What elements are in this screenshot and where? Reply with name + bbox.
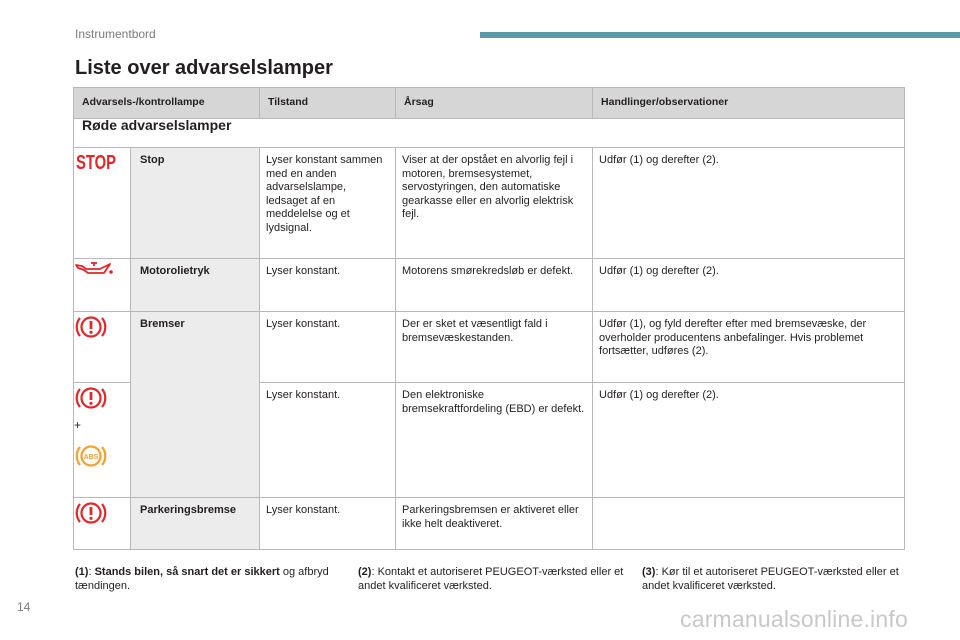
footnote-3 bbox=[642, 565, 904, 593]
column-header-cause: Årsag bbox=[396, 88, 593, 119]
table-row bbox=[74, 259, 905, 312]
lamp-action: Udfør (1), og fyld derefter efter med bremsevæske, der overholder producentens anbefalinger. Hvis problemet fortsætter, udføres (2). bbox=[593, 312, 905, 383]
table-row bbox=[74, 312, 905, 383]
header-accent-bar bbox=[480, 32, 960, 38]
column-header-action: Handlinger/observationer bbox=[593, 88, 905, 119]
lamp-name: Bremser bbox=[131, 312, 260, 498]
warning-lamp-table bbox=[73, 87, 905, 550]
footnote-ref: (2) bbox=[358, 566, 372, 578]
footnote-ref: (1) bbox=[75, 566, 89, 578]
lamp-name: Motorolietryk bbox=[131, 259, 260, 312]
section-label: Instrumentbord bbox=[75, 27, 156, 41]
group-title: Røde advarselslamper bbox=[74, 119, 905, 148]
footnote-1: (1): Stands bilen, så snart det er sikkert og afbryd tændingen. bbox=[75, 566, 329, 592]
footnote-text: og afbryd tændingen. bbox=[75, 566, 329, 592]
lamp-action: Udfør (1) og derefter (2). bbox=[593, 148, 905, 259]
brake-warning-icon bbox=[74, 383, 108, 413]
page-title: Liste over advarselslamper bbox=[75, 57, 333, 79]
lamp-state: Lyser konstant. bbox=[260, 259, 396, 312]
lamp-cause: Motorens smørekredsløb er defekt. bbox=[396, 259, 593, 312]
brake-abs-icon-group bbox=[74, 383, 131, 498]
group-row bbox=[74, 119, 905, 148]
lamp-state: Lyser konstant. bbox=[260, 312, 396, 383]
stop-icon bbox=[74, 148, 131, 259]
lamp-cause: Parkeringsbremsen er aktiveret eller ikke helt deaktiveret. bbox=[396, 498, 593, 550]
svg-text:STOP: STOP bbox=[76, 152, 116, 174]
footnote-2 bbox=[358, 565, 626, 593]
page-number: 14 bbox=[17, 600, 31, 614]
lamp-state: Lyser konstant sammen med en anden advarselslampe, ledsaget af en meddelelse og et lydsignal. bbox=[260, 148, 396, 259]
lamp-cause: Den elektroniske bremsekraftfordeling (EBD) er defekt. bbox=[396, 383, 593, 498]
parking-brake-icon bbox=[74, 498, 131, 550]
table-row bbox=[74, 498, 905, 550]
table-header-row bbox=[74, 88, 905, 119]
footnote-emphasis: Stands bilen, så snart det er sikkert bbox=[94, 566, 280, 578]
lamp-action: Udfør (1) og derefter (2). bbox=[593, 259, 905, 312]
watermark: carmanualsonline.info bbox=[680, 606, 908, 632]
footnote-ref: (3) bbox=[642, 566, 656, 578]
lamp-state: Lyser konstant. bbox=[260, 498, 396, 550]
column-header-lamp: Advarsels-/kontrollampe bbox=[74, 88, 260, 119]
footnote-text: : Kør til et autoriseret PEUGEOT-værksted eller et andet kvalificeret værksted. bbox=[642, 566, 899, 592]
column-header-state: Tilstand bbox=[260, 88, 396, 119]
lamp-action bbox=[593, 498, 905, 550]
lamp-action: Udfør (1) og derefter (2). bbox=[593, 383, 905, 498]
svg-text:ABS: ABS bbox=[83, 453, 99, 461]
oil-pressure-icon bbox=[74, 259, 131, 312]
lamp-cause: Der er sket et væsentligt fald i bremsevæskestanden. bbox=[396, 312, 593, 383]
table-row bbox=[74, 148, 905, 259]
lamp-cause: Viser at der opstået en alvorlig fejl i motoren, bremsesystemet, servostyringen, den automatiske gearkasse eller en alvorlig elektrisk fejl. bbox=[396, 148, 593, 259]
plus-sign: + bbox=[74, 418, 82, 432]
lamp-name: Parkeringsbremse bbox=[131, 498, 260, 550]
lamp-state: Lyser konstant. bbox=[260, 383, 396, 498]
abs-icon bbox=[74, 441, 108, 471]
lamp-name: Stop bbox=[131, 148, 260, 259]
brake-warning-icon bbox=[74, 312, 131, 383]
footnote-text: : Kontakt et autoriseret PEUGEOT-værksted eller et andet kvalificeret værksted. bbox=[358, 566, 624, 592]
